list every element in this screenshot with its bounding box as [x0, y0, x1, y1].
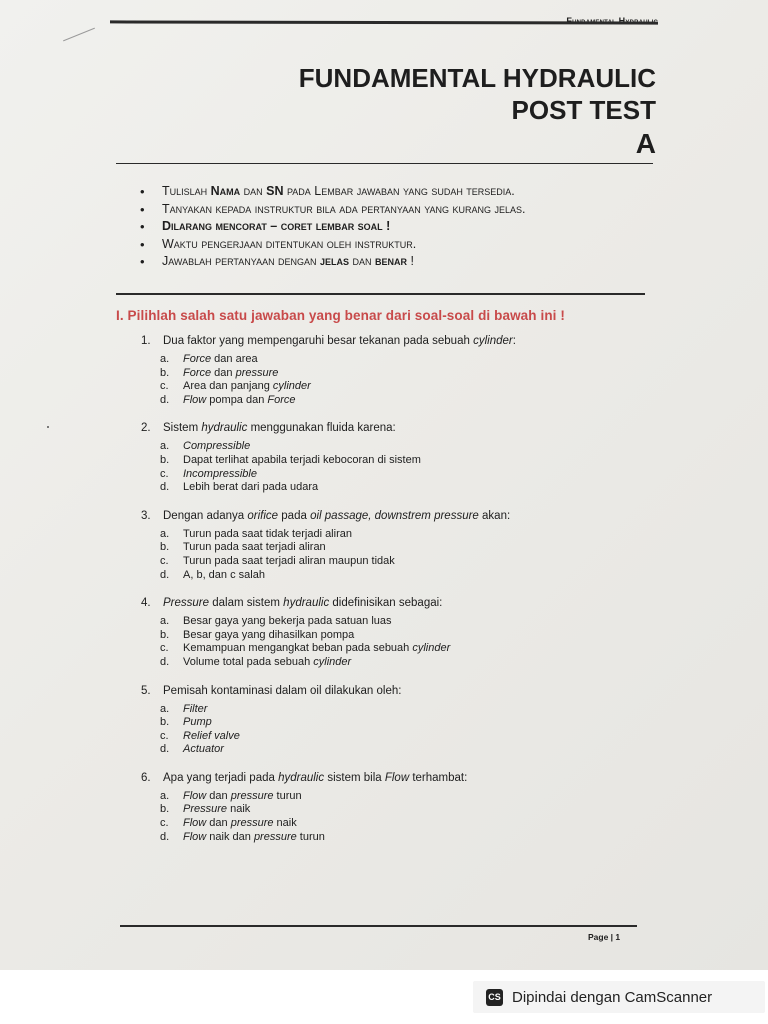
option-text: Besar gaya yang bekerja pada satuan luas	[183, 615, 392, 628]
option-text: Incompressible	[183, 467, 257, 480]
page-subtitle: POST TEST	[511, 95, 656, 125]
option-letter: b.	[160, 803, 170, 816]
option-text: Flow naik dan pressure turun	[183, 830, 325, 843]
option-text: Compressible	[183, 440, 251, 453]
option-letter: c.	[160, 467, 169, 480]
question-number: 3.	[141, 509, 151, 522]
option-letter: a.	[160, 353, 170, 365]
option-letter: c.	[160, 380, 169, 393]
option-text: Relief valve	[183, 729, 240, 742]
option-letter: d.	[160, 655, 170, 668]
answer-option	[160, 790, 701, 804]
answer-option	[160, 743, 701, 757]
question-text: Pressure dalam sistem hydraulic didefinisikan sebagai:	[163, 597, 443, 610]
option-letter: c.	[160, 729, 169, 742]
question-number: 4.	[141, 597, 151, 610]
answer-option	[160, 440, 701, 454]
question-stem	[141, 333, 701, 349]
page-number: Page | 1	[588, 932, 621, 942]
answer-option	[160, 380, 701, 394]
option-list	[160, 528, 701, 582]
option-letter: a.	[160, 789, 170, 802]
answer-option	[160, 454, 701, 468]
title-divider	[116, 163, 653, 164]
instruction-item: • Tanyakan kepada instruktur bila ada pertanyaan yang kurang jelas.	[136, 201, 666, 219]
option-letter: d.	[160, 393, 170, 406]
header-rule	[110, 20, 658, 24]
option-list	[160, 790, 701, 844]
answer-option	[160, 394, 701, 408]
option-list	[160, 615, 701, 669]
option-letter: d.	[160, 743, 170, 756]
answer-option	[160, 528, 701, 542]
option-letter: b.	[160, 366, 170, 379]
option-text: Volume total pada sebuah cylinder	[183, 655, 352, 668]
question-number: 1.	[141, 335, 151, 347]
option-letter: d.	[160, 481, 170, 494]
answer-option	[160, 703, 701, 717]
option-text: Force dan area	[183, 353, 258, 365]
answer-option	[160, 716, 701, 730]
answer-option	[160, 569, 701, 583]
option-text: Besar gaya yang dihasilkan pompa	[183, 628, 355, 641]
option-letter: c.	[160, 817, 169, 830]
answer-option	[160, 642, 701, 656]
watermark-text: Dipindai dengan CamScanner	[512, 988, 713, 1006]
title-block	[250, 62, 656, 162]
question-2	[141, 420, 701, 494]
answer-option	[160, 468, 701, 482]
option-letter: a.	[160, 527, 170, 540]
question-text: Apa yang terjadi pada hydraulic sistem bila Flow terhambat:	[163, 771, 468, 784]
option-list	[160, 703, 701, 757]
option-text: Flow dan pressure turun	[183, 789, 302, 802]
answer-option	[160, 730, 701, 744]
option-letter: c.	[160, 642, 169, 655]
instruction-item: • Dilarang mencorat – coret lembar soal !	[136, 218, 666, 236]
answer-option	[160, 817, 701, 831]
question-5	[141, 683, 701, 757]
question-list	[141, 333, 701, 857]
question-6	[141, 770, 701, 844]
option-text: Lebih berat dari pada udara	[183, 481, 319, 494]
answer-option	[160, 481, 701, 495]
option-list	[160, 353, 701, 407]
option-letter: a.	[160, 615, 170, 628]
page-title: FUNDAMENTAL HYDRAULIC	[298, 63, 656, 93]
answer-option	[160, 541, 701, 555]
option-text: Flow pompa dan Force	[183, 393, 296, 406]
footer-rule	[120, 925, 637, 927]
option-text: Pump	[183, 716, 212, 729]
option-letter: d.	[160, 830, 170, 843]
question-text: Pemisah kontaminasi dalam oil dilakukan oleh:	[163, 684, 402, 697]
option-text: Actuator	[183, 743, 224, 756]
option-letter: b.	[160, 628, 170, 641]
option-letter: b.	[160, 541, 170, 554]
instruction-divider	[116, 293, 645, 295]
option-text: Dapat terlihat apabila terjadi kebocoran di sistem	[183, 453, 421, 466]
option-list	[160, 440, 701, 494]
question-4	[141, 595, 701, 669]
question-text: Dua faktor yang mempengaruhi besar tekanan pada sebuah cylinder:	[163, 335, 516, 347]
answer-option	[160, 615, 701, 629]
option-letter: a.	[160, 440, 170, 453]
instruction-item: • Waktu pengerjaan ditentukan oleh instruktur.	[136, 236, 666, 254]
answer-option	[160, 555, 701, 569]
option-letter: c.	[160, 554, 169, 567]
option-text: Turun pada saat terjadi aliran	[183, 541, 326, 554]
instruction-list	[136, 183, 666, 271]
option-letter: a.	[160, 702, 170, 715]
option-text: Force dan pressure	[183, 366, 279, 379]
option-text: Turun pada saat tidak terjadi aliran	[183, 527, 352, 540]
instruction-item: • Tulislah Nama dan SN pada Lembar jawaban yang sudah tersedia.	[136, 183, 666, 201]
instruction-item: • Jawablah pertanyaan dengan jelas dan benar !	[136, 253, 666, 271]
answer-option	[160, 629, 701, 643]
question-stem	[141, 595, 701, 611]
option-text: Area dan panjang cylinder	[183, 380, 311, 393]
question-stem	[141, 770, 701, 786]
question-number: 6.	[141, 771, 151, 784]
question-number: 5.	[141, 684, 151, 697]
test-version: A	[635, 128, 656, 159]
option-text: Flow dan pressure naik	[183, 817, 297, 830]
section-heading: I. Pilihlah salah satu jawaban yang benar dari soal-soal di bawah ini !	[116, 308, 565, 323]
option-letter: b.	[160, 453, 170, 466]
answer-option	[160, 367, 701, 381]
pen-mark	[63, 28, 95, 42]
question-stem	[141, 683, 701, 699]
option-letter: b.	[160, 716, 170, 729]
answer-option	[160, 803, 701, 817]
question-text: Dengan adanya orifice pada oil passage, downstrem pressure akan:	[163, 509, 511, 522]
option-letter: d.	[160, 568, 170, 581]
answer-option	[160, 353, 701, 367]
paper-speck	[47, 426, 49, 428]
question-stem	[141, 508, 701, 524]
question-1	[141, 333, 701, 407]
option-text: A, b, dan c salah	[183, 568, 265, 581]
camscanner-logo-icon: CS	[486, 989, 503, 1006]
option-text: Filter	[183, 702, 208, 715]
option-text: Turun pada saat terjadi aliran maupun tidak	[183, 554, 395, 567]
camscanner-watermark	[473, 981, 765, 1013]
question-text: Sistem hydraulic menggunakan fluida karena:	[163, 422, 396, 435]
question-3	[141, 508, 701, 582]
answer-option	[160, 831, 701, 845]
question-stem	[141, 420, 701, 436]
option-text: Pressure naik	[183, 803, 251, 816]
option-text: Kemampuan mengangkat beban pada sebuah cylinder	[183, 642, 451, 655]
answer-option	[160, 656, 701, 670]
question-number: 2.	[141, 422, 151, 435]
